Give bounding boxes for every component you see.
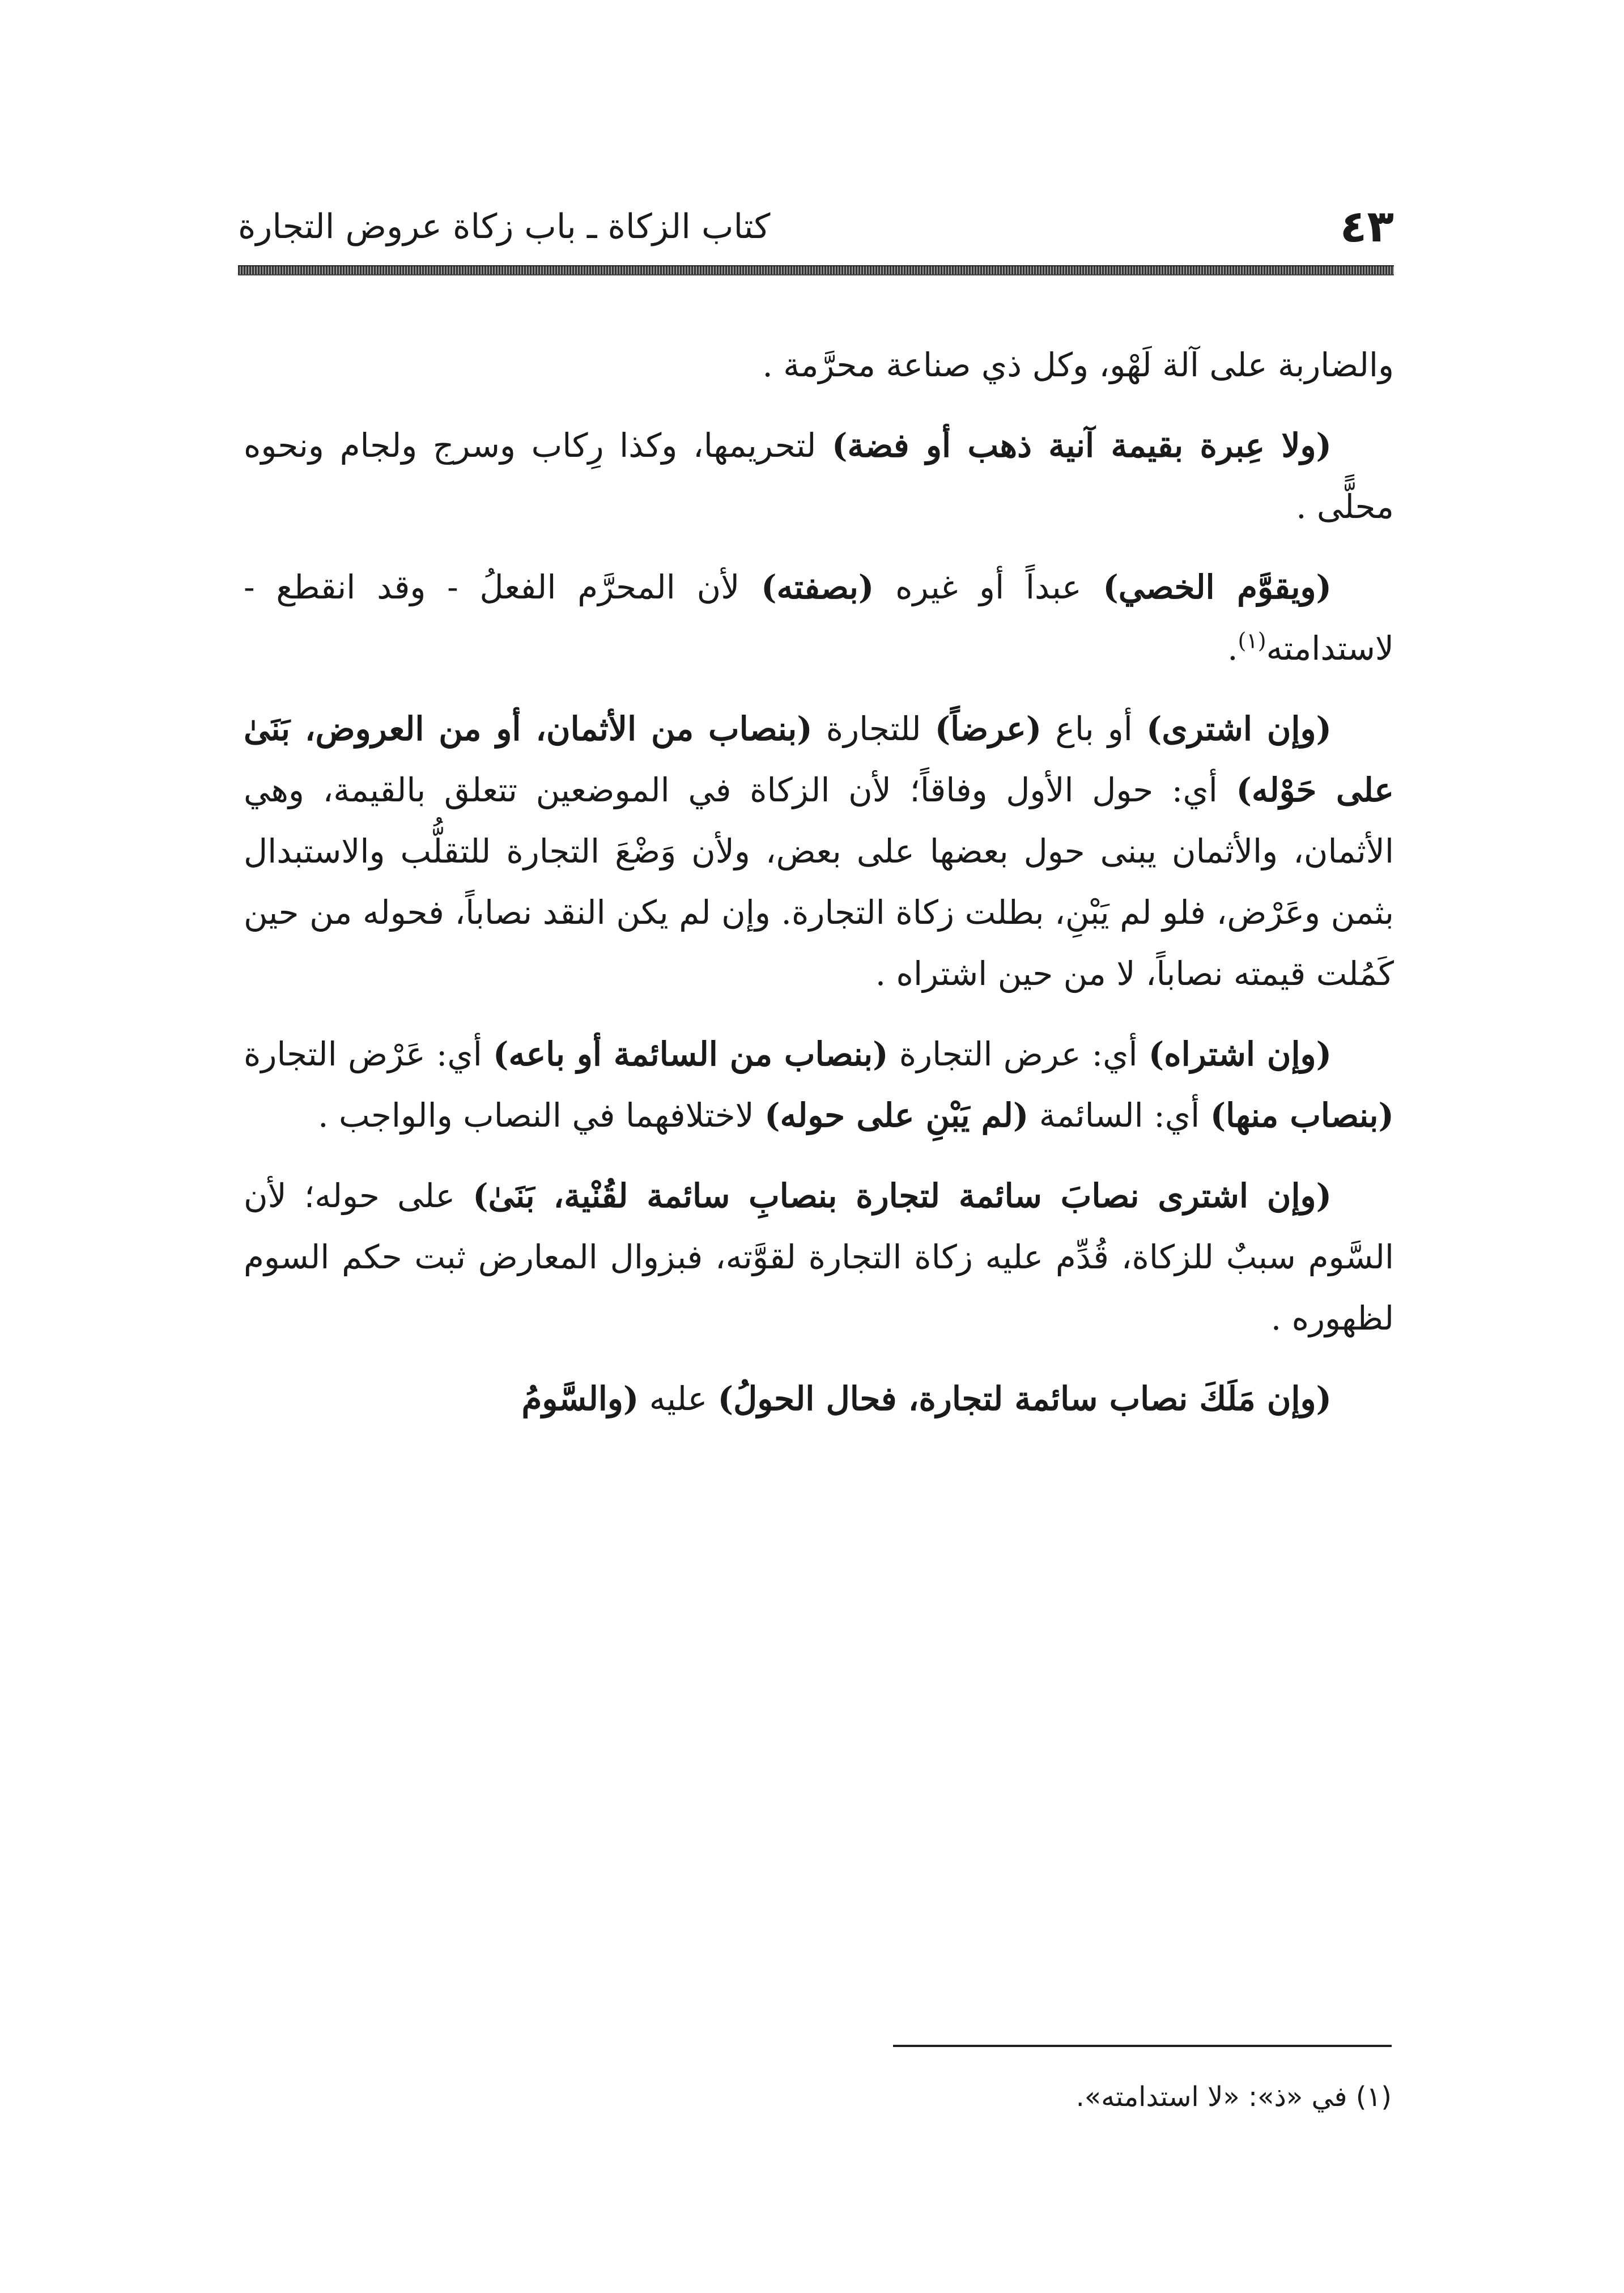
sharh-text: .: [1227, 629, 1238, 668]
paragraph: [244, 334, 1394, 396]
sharh-text: أي: حول الأول وفاقاً؛ لأن الزكاة في الموضعين تتعلق بالقيمة، وهي الأثمان، والأثمان يبنى حول بعضها على بعض، ولأن وَضْعَ التجارة للتقلُّب والاستبدال بثمن وعَرْض، فلو لم يَبْنِ، بطلت زكاة التجارة. وإن لم يكن النقد نصاباً، فحوله من حين كَمُلت قيمته نصاباً، لا من حين اشتراه .: [244, 771, 1394, 993]
page-header: [238, 201, 1394, 252]
sharh-text: أو باع: [1041, 710, 1146, 748]
paragraph: [244, 557, 1394, 679]
footnote-reference: (١): [1238, 628, 1266, 653]
paragraph: [244, 1368, 1394, 1429]
sharh-text: لتحريمها، وكذا رِكاب وسرج ولجام ونحوه محلًّى .: [244, 426, 1394, 526]
running-title: كتاب الزكاة ـ باب زكاة عروض التجارة: [238, 207, 771, 247]
sharh-text: لاختلافهما في النصاب والواجب .: [318, 1096, 765, 1135]
matn-text: (بصفته): [761, 568, 874, 606]
matn-text: (والسَّومُ: [521, 1379, 639, 1418]
matn-text: (عرضاً): [934, 710, 1042, 748]
paragraph: [244, 698, 1394, 1004]
matn-text: (بنصاب منها): [1210, 1096, 1394, 1135]
matn-text: (لم يَبْنِ على حوله): [764, 1096, 1029, 1135]
matn-text: (بنصاب من الأثمان، أو من العروض، بَنَىٰ على حَوْله): [244, 710, 1394, 809]
matn-text: (وإن مَلَكَ نصاب سائمة لتجارة، فحال الحولُ): [717, 1379, 1332, 1418]
paragraph: [244, 1024, 1394, 1146]
sharh-text: للتجارة: [812, 710, 935, 748]
sharh-text: عبداً أو غيره: [874, 568, 1103, 606]
paragraph: [244, 1165, 1394, 1349]
page-number: ٤٣: [1340, 201, 1394, 252]
matn-text: (وإن اشتراه): [1148, 1035, 1332, 1073]
body-text: [244, 334, 1394, 1449]
sharh-text: أي: السائمة: [1028, 1096, 1210, 1135]
matn-text: (بنصاب من السائمة أو باعه): [493, 1035, 888, 1073]
paragraph: [244, 415, 1394, 537]
header-divider: [238, 265, 1394, 275]
sharh-text: أي: عَرْض التجارة: [244, 1035, 494, 1073]
matn-text: (ويقوَّم الخصي): [1103, 568, 1332, 606]
matn-text: (وإن اشترى نصابَ سائمة لتجارة بنصابِ سائمة لقُنْية، بَنَىٰ): [473, 1177, 1332, 1215]
sharh-text: أي: عرض التجارة: [888, 1035, 1149, 1073]
matn-text: (ولا عِبرة بقيمة آنية ذهب أو فضة): [832, 426, 1332, 465]
sharh-text: على حوله؛ لأن السَّوم سببٌ للزكاة، قُدِّم عليه زكاة التجارة لقوَّته، فبزوال المعارض ثبت حكم السوم لظهوره .: [244, 1177, 1394, 1337]
footnote: (١) في «ذ»: «لا استدامته».: [1075, 2081, 1392, 2113]
sharh-text: عليه: [639, 1379, 718, 1418]
sharh-text: والضاربة على آلة لَهْو، وكل ذي صناعة محرَّمة .: [762, 346, 1394, 384]
matn-text: (وإن اشترى): [1146, 710, 1332, 748]
sharh-text: لأن المحرَّم الفعلُ - وقد انقطع - لاستدامته: [244, 568, 1394, 668]
footnote-divider: [893, 2045, 1392, 2047]
